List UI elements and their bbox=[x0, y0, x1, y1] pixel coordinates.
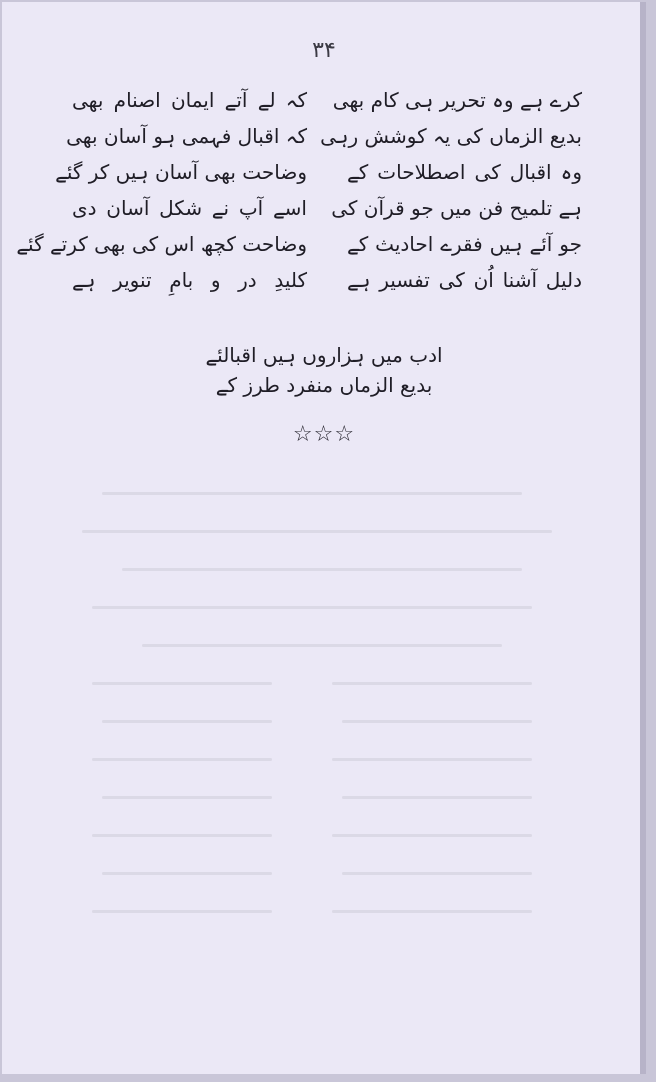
couplet bbox=[66, 118, 582, 154]
star-ornament-icon: ☆☆☆ bbox=[292, 422, 356, 447]
second-hemistich: وضاحت کچھ اس کی بھی کرتے گئے bbox=[16, 232, 307, 256]
first-hemistich: ہے تلمیح فن میں جو قرآن کی bbox=[331, 196, 582, 220]
closing-line: بدیع الزماں منفرد طرز کے bbox=[215, 373, 433, 397]
first-hemistich: کرے ہے وہ تحریر ہی کام بھی bbox=[332, 88, 582, 112]
second-hemistich: کہ اقبال فہمی ہو آسان بھی bbox=[66, 124, 307, 148]
second-hemistich: اسے آپ نے شکل آسان دی bbox=[72, 196, 307, 220]
second-hemistich: وضاحت بھی آسان ہیں کر گئے bbox=[55, 160, 307, 184]
first-hemistich: وہ اقبال کی اصطلاحات کے bbox=[347, 160, 582, 184]
couplet bbox=[72, 190, 582, 226]
page-number: ۳۴ bbox=[312, 38, 336, 63]
closing-line: ادب میں ہزاروں ہیں اقبالئے bbox=[205, 343, 443, 367]
couplet bbox=[16, 226, 582, 262]
closing-couplet bbox=[2, 340, 646, 400]
couplet bbox=[72, 262, 582, 298]
poem-verses bbox=[16, 82, 582, 298]
couplet bbox=[72, 82, 582, 118]
couplet bbox=[55, 154, 582, 190]
first-hemistich: دلیل آشنا اُن کی تفسیر ہے bbox=[347, 268, 582, 292]
book-page bbox=[2, 2, 646, 1074]
second-hemistich: کلیدِ در و بامِ تنویر ہے bbox=[72, 268, 307, 292]
first-hemistich: بدیع الزماں کی یہ کوشش رہی bbox=[320, 124, 582, 148]
first-hemistich: جو آئے ہیں فقرے احادیث کے bbox=[347, 232, 582, 256]
reverse-side-bleedthrough bbox=[62, 472, 582, 972]
second-hemistich: کہ لے آتے ایمان اصنام بھی bbox=[72, 88, 307, 112]
